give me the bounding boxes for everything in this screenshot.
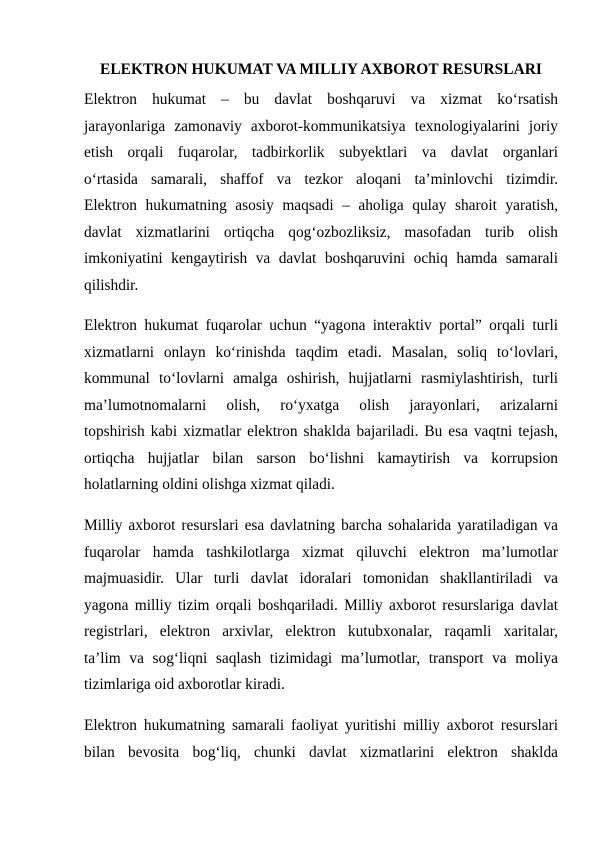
text-line: jarayonlariga zamonaviy axborot-kommunikatsiya texnologiyalarini joriy xyxy=(84,117,558,135)
text-line: topshirish kabi xizmatlar elektron shaklda bajariladi. Bu esa vaqtni tejash, xyxy=(84,423,558,440)
paragraph-1 xyxy=(84,87,558,299)
text-line: ma’lumotnomalarni olish, ro‘yxatga olish jarayonlari, arizalarni xyxy=(84,396,558,414)
document-title: ELEKTRON HUKUMAT VA MILLIY AXBOROT RESURSLARI xyxy=(100,61,542,78)
text-line: yagona milliy tizim orqali boshqariladi. Milliy axborot resurslariga davlat xyxy=(84,596,558,614)
text-line: xizmatlarni onlayn ko‘rinishda taqdim etadi. Masalan, soliq to‘lovlari, xyxy=(84,343,558,361)
text-line: imkoniyatini kengaytirish va davlat boshqaruvini ochiq hamda samarali xyxy=(84,250,558,267)
text-line: Elektron hukumatning asosiy maqsadi – aholiga qulay sharoit yaratish, xyxy=(84,197,558,214)
text-line: o‘rtasida samarali, shaffof va tezkor aloqani ta’minlovchi tizimdir. xyxy=(84,170,558,188)
paragraph-4 xyxy=(84,713,558,766)
text-line: ta’lim va sog‘liqni saqlash tizimidagi ma’lumotlar, transport va moliya xyxy=(84,649,558,667)
text-line: registrlari, elektron arxivlar, elektron kutubxonalar, raqamli xaritalar, xyxy=(84,623,558,640)
text-line: tizimlariga oid axborotlar kiradi. xyxy=(84,676,285,693)
text-line: Elektron hukumatning samarali faoliyat yuritishi milliy axborot resurslari xyxy=(84,717,558,734)
paragraph-2 xyxy=(84,313,558,499)
text-line: Milliy axborot resurslari esa davlatning barcha sohalarida yaratiladigan va xyxy=(84,517,558,534)
text-line: ortiqcha hujjatlar bilan sarson bo‘lishni kamaytirish va korrupsion xyxy=(84,449,558,467)
text-line: bilan bevosita bog‘liq, chunki davlat xizmatlarini elektron shaklda xyxy=(84,743,558,761)
text-line: etish orqali fuqarolar, tadbirkorlik subyektlari va davlat organlari xyxy=(84,144,558,161)
text-line: Elektron hukumat – bu davlat boshqaruvi va xizmat ko‘rsatish xyxy=(84,91,558,108)
text-line: holatlarning oldini olishga xizmat qiladi. xyxy=(84,476,335,493)
text-line: majmuasidir. Ular turli davlat idoralari tomonidan shakllantiriladi va xyxy=(84,570,558,587)
text-line: kommunal to‘lovlarni amalga oshirish, hujjatlarni rasmiylashtirish, turli xyxy=(84,370,558,387)
text-line: qilishdir. xyxy=(84,276,139,294)
text-line: fuqarolar hamda tashkilotlarga xizmat qiluvchi elektron ma’lumotlar xyxy=(84,543,558,561)
text-line: davlat xizmatlarini ortiqcha qog‘ozbozliksiz, masofadan turib olish xyxy=(84,223,558,241)
paragraph-3 xyxy=(84,513,558,699)
text-line: Elektron hukumat fuqarolar uchun “yagona interaktiv portal” orqali turli xyxy=(84,317,558,334)
